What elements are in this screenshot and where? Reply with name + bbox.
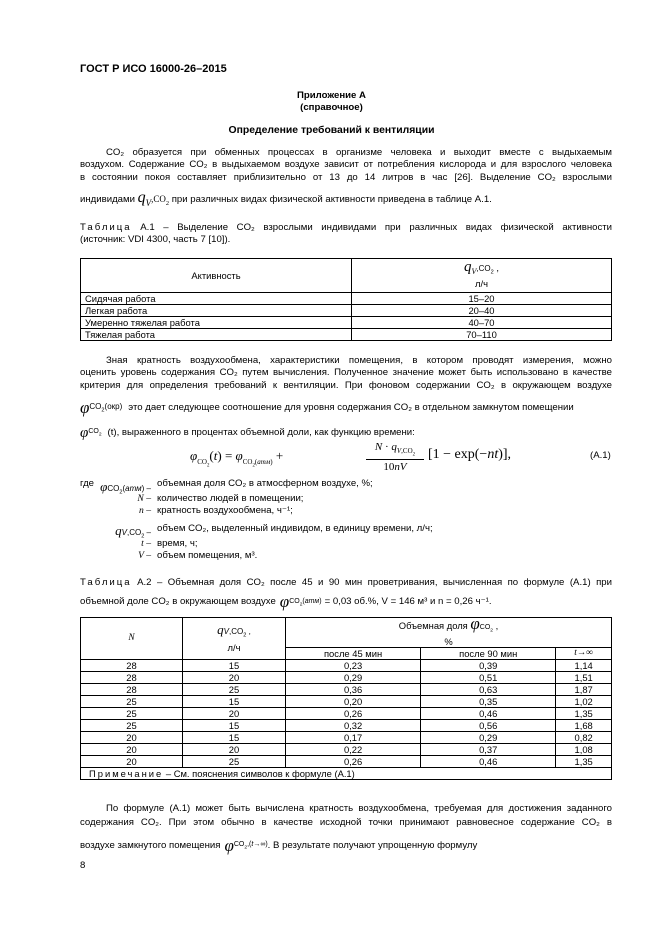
table2-cell: 0,35 xyxy=(421,696,556,708)
table2-sub-45: после 45 мин xyxy=(286,648,421,660)
table2-cell: 20 xyxy=(183,708,286,720)
paragraph-3 xyxy=(80,803,612,857)
para2-line-3: критерия для определения требований к вентиляции. При фоновом содержании CO₂ в окружающем воздухе xyxy=(80,379,612,391)
annex-heading: Определение требований к вентиляции xyxy=(228,125,435,136)
table2-header-phi: Объемная доля φCO$_2$ , % xyxy=(286,618,612,648)
table2-cell: 0,26 xyxy=(286,708,421,720)
legend-item xyxy=(80,550,257,562)
q-symbol: $q_V,CO_2$ xyxy=(137,189,170,209)
para2-line-4: φ $CO_2(окр)$ это дает следующее соотношение для уровня содержания CO₂ в отдельном замкнутом помещении xyxy=(80,397,612,419)
table2-cell: 1,02 xyxy=(556,696,612,708)
formula-legend xyxy=(80,478,612,568)
legend-text: время, ч; xyxy=(157,538,198,549)
table1-header-activity: Активность xyxy=(81,259,352,293)
table2-cell: 0,20 xyxy=(286,696,421,708)
table2-note xyxy=(81,768,612,780)
legend-symbol: t – xyxy=(141,538,151,549)
table2-q-unit: л/ч xyxy=(227,641,241,653)
table1-caption-label: Таблица xyxy=(80,222,132,233)
table2-cell: 0,51 xyxy=(421,672,556,684)
table2-cell: 20 xyxy=(183,744,286,756)
legend-text: объемная доля CO₂ в атмосферном воздухе, %; xyxy=(157,478,373,489)
table1-unit: л/ч xyxy=(475,278,488,290)
intro-line-3: в состоянии покоя составляет приблизительно от 13 до 14 литров в час [26]. Выделение CO₂ взрослыми xyxy=(80,171,612,183)
table1-cell-activity: Тяжелая работа xyxy=(81,329,352,341)
table1-cell-value: 40–70 xyxy=(352,317,612,329)
table2-cell: 0,36 xyxy=(286,684,421,696)
table-row xyxy=(81,756,612,768)
table2-cell: 0,26 xyxy=(286,756,421,768)
annex-subtitle: (справочное) xyxy=(300,102,363,113)
para3-line-3-end: . В результате получают упрощенную формулу xyxy=(267,839,478,851)
table2-cell: 0,37 xyxy=(421,744,556,756)
table2-cell: 28 xyxy=(81,660,183,672)
table2-caption-text: А.2 – Объемная доля CO₂ после 45 и 90 мин проветривания, вычисленная по формуле (А.1) при xyxy=(137,577,612,588)
annex-title: Приложение А xyxy=(297,90,366,101)
table2-sub-inf: t→∞ xyxy=(556,648,612,660)
legend-where: где xyxy=(80,478,95,489)
table1-header-q: $q_V,CO_2$ , л/ч xyxy=(352,259,612,293)
table-row xyxy=(81,696,612,708)
table1-caption-text: А.1 – Выделение CO₂ взрослыми индивидами при различных видах физической активности xyxy=(140,222,613,233)
table2-caption-line2-start: объемной доле CO₂ в окружающем воздухе xyxy=(80,596,276,608)
table2-cell: 28 xyxy=(81,684,183,696)
table2-cell: 15 xyxy=(183,732,286,744)
para2-line-4-text: это дает следующее соотношение для уровня содержания CO₂ в отдельном замкнутом помещении xyxy=(128,402,574,414)
para3-line-3: воздухе замкнутого помещения φ $CO_2,(t\to\infty)$ . В результате получают упрощенную формулу xyxy=(80,835,478,855)
legend-symbol: V – xyxy=(138,550,151,561)
table1-caption xyxy=(80,222,612,247)
table2-note-row xyxy=(81,768,612,780)
table-a2 xyxy=(80,614,612,780)
table2-caption-line2-end: = 0,03 об.%, V = 146 м³ и n = 0,26 ч⁻¹. xyxy=(324,596,492,608)
table2-cell: 1,87 xyxy=(556,684,612,696)
table2-cell: 0,46 xyxy=(421,708,556,720)
table-row xyxy=(81,293,612,305)
legend-item xyxy=(80,505,293,517)
table2-cell: 25 xyxy=(81,696,183,708)
legend-text: объем CO₂, выделенный индивидом, в единицу времени, л/ч; xyxy=(157,523,433,534)
table2-cell: 1,35 xyxy=(556,756,612,768)
table2-cell: 0,82 xyxy=(556,732,612,744)
table1-cell-value: 15–20 xyxy=(352,293,612,305)
table2-header-N: N xyxy=(81,618,183,660)
paragraph-2 xyxy=(80,355,612,443)
table2-cell: 20 xyxy=(183,672,286,684)
table-row xyxy=(81,305,612,317)
intro-line-4 xyxy=(80,188,612,210)
table2-cell: 0,29 xyxy=(421,732,556,744)
document-code: ГОСТ Р ИСО 16000-26–2015 xyxy=(80,63,227,75)
table2-cell: 15 xyxy=(183,660,286,672)
table2-cell: 15 xyxy=(183,720,286,732)
table2-sub-90: после 90 мин xyxy=(421,648,556,660)
table1-cell-value: 70–110 xyxy=(352,329,612,341)
table2-cell: 20 xyxy=(81,732,183,744)
legend-text: количество людей в помещении; xyxy=(157,493,304,504)
table-row xyxy=(81,672,612,684)
legend-text: кратность воздухообмена, ч⁻¹; xyxy=(157,505,293,516)
table2-cell: 1,35 xyxy=(556,708,612,720)
table2-cell: 25 xyxy=(183,684,286,696)
table-row xyxy=(81,660,612,672)
table2-caption-label: Таблица xyxy=(80,577,132,588)
table2-cell: 25 xyxy=(183,756,286,768)
intro-line-4-start: индивидами xyxy=(80,194,135,206)
table2-cell: 15 xyxy=(183,696,286,708)
formula-number: (A.1) xyxy=(590,450,611,461)
para3-line-1: По формуле (А.1) может быть вычислена кратность воздухообмена, требуемая для достижения заданного xyxy=(106,803,612,814)
table2-caption: Таблица А.2 – Объемная доля CO₂ после 45 и 90 мин проветривания, вычисленная по формуле (А.1) при объемной доле CO₂ в окружающем воздухе φ $CO_2(атм)$ = 0,03 об.%, V = 146 м³ и n = 0,26 ч⁻¹. xyxy=(80,577,612,612)
para2-line-5-text: (t), выраженного в процентах объемной доли, как функцию времени: xyxy=(107,427,415,439)
table2-cell: 1,68 xyxy=(556,720,612,732)
para2-line-2: оценить уровень содержания CO₂ путем вычисления. Полученное значение может быть использовано в качестве xyxy=(80,367,612,379)
table2-cell: 0,32 xyxy=(286,720,421,732)
table1-cell-activity: Умеренно тяжелая работа xyxy=(81,317,352,329)
legend-item: φCO$_2$(атм) – объемная доля CO₂ в атмосферном воздухе, %; xyxy=(100,478,373,496)
table2-cell: 0,29 xyxy=(286,672,421,684)
table-row xyxy=(81,329,612,341)
table1-cell-activity: Сидячая работа xyxy=(81,293,352,305)
table2-cell: 20 xyxy=(81,756,183,768)
table1-caption-source: (источник: VDI 4300, часть 7 [10]). xyxy=(80,234,231,246)
table-row xyxy=(81,684,612,696)
table2-note-label: Примечание xyxy=(89,768,164,780)
para2-line-5: φ $CO_2$ (t), выраженного в процентах объемной доли, как функцию времени: xyxy=(80,424,612,444)
formula-a1: $\varphi_{CO_2}(t) = \varphi_{CO_2(атм)}$ + $N \cdot q_{V,CO_2}$ 10nV [1 − exp(−nt)], xyxy=(190,441,512,473)
intro-line-1: CO₂ образуется при обменных процессах в организме человека и выходит вместе с выдыхаемым xyxy=(106,147,612,158)
legend-symbol: N – xyxy=(137,493,151,504)
para3-line-3-start: воздухе замкнутого помещения xyxy=(80,839,221,851)
legend-symbol: n – xyxy=(139,505,151,516)
table-a1 xyxy=(80,258,612,341)
table-row xyxy=(81,720,612,732)
table2-cell: 20 xyxy=(81,744,183,756)
table2-cell: 0,46 xyxy=(421,756,556,768)
table2-cell: 25 xyxy=(81,720,183,732)
intro-paragraph xyxy=(80,147,612,210)
table2-cell: 1,08 xyxy=(556,744,612,756)
table-row xyxy=(81,744,612,756)
table1-cell-activity: Легкая работа xyxy=(81,305,352,317)
legend-item: $qV,CO_2$ – объем CO₂, выделенный индивидом, в единицу времени, л/ч; xyxy=(115,523,433,540)
para3-line-2: содержания CO₂. При этом обычно в качестве исходной точки принимают равновесное содержание CO₂ в xyxy=(80,817,612,829)
table2-cell: 1,14 xyxy=(556,660,612,672)
intro-line-4-end: при различных видах физической активности приведена в таблице А.1. xyxy=(171,194,492,206)
intro-line-2: воздухом. Содержание CO₂ в выдыхаемом воздухе зависит от потребления кислорода и для взрослого человека xyxy=(80,159,612,171)
table2-cell: 0,39 xyxy=(421,660,556,672)
table2-cell: 1,51 xyxy=(556,672,612,684)
table2-note-text: – См. пояснения символов к формуле (А.1) xyxy=(163,768,355,780)
phi-co2-symbol: φ xyxy=(80,424,89,441)
table-row xyxy=(81,317,612,329)
table2-cell: 0,22 xyxy=(286,744,421,756)
para2-line-1: Зная кратность воздухообмена, характеристики помещения, в котором проводят измерения, можно xyxy=(106,355,612,366)
table2-cell: 28 xyxy=(81,672,183,684)
table2-cell: 0,23 xyxy=(286,660,421,672)
table2-cell: 0,56 xyxy=(421,720,556,732)
table1-cell-value: 20–40 xyxy=(352,305,612,317)
table-row xyxy=(81,732,612,744)
legend-item xyxy=(80,493,303,505)
table-row xyxy=(81,708,612,720)
phi-co2-okr-symbol: φ xyxy=(80,398,90,418)
legend-text: объем помещения, м³. xyxy=(157,550,258,561)
table2-header-q: $qV,CO_2$ , л/ч xyxy=(183,618,286,660)
page-number: 8 xyxy=(80,860,86,871)
table2-phi-unit: % xyxy=(444,636,453,648)
table2-phi-title: Объемная доля xyxy=(398,620,468,631)
table2-cell: 0,63 xyxy=(421,684,556,696)
legend-item xyxy=(80,538,198,550)
table2-cell: 0,17 xyxy=(286,732,421,744)
table2-cell: 25 xyxy=(81,708,183,720)
